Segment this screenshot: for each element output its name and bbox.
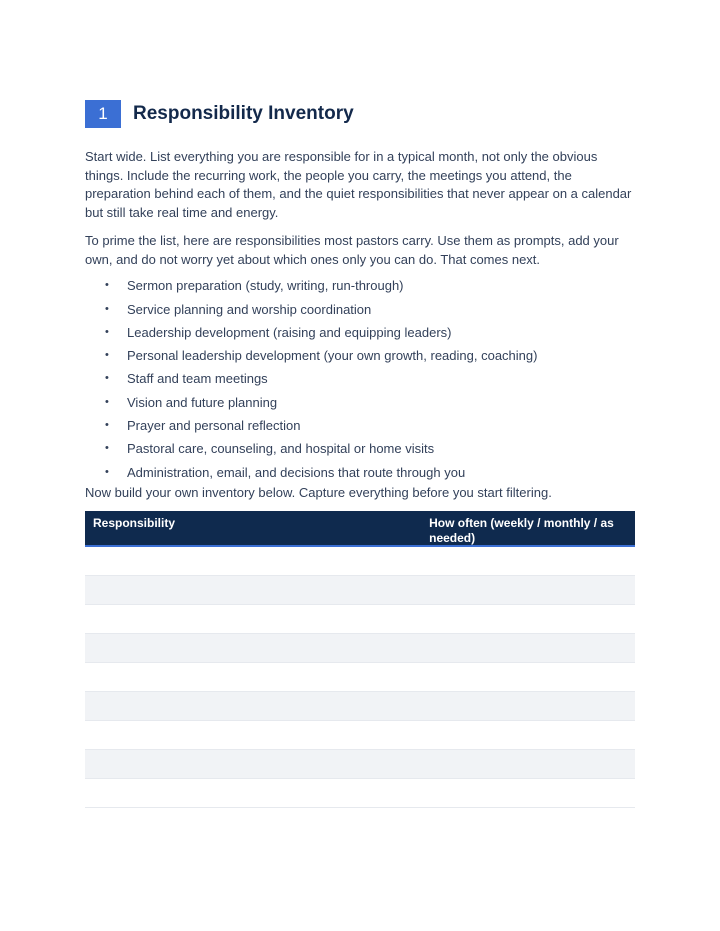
bullet-icon: • bbox=[105, 465, 109, 478]
bullet-icon: • bbox=[105, 279, 109, 292]
list-item bbox=[85, 391, 635, 414]
prompt-paragraph: To prime the list, here are responsibilities most pastors carry. Use them as prompts, add your own, and do not worry yet about which ones only you can do. That comes next. bbox=[85, 232, 619, 267]
list-item-text: Vision and future planning bbox=[127, 394, 278, 410]
list-item-text: Administration, email, and decisions that route through you bbox=[127, 464, 466, 480]
list-item-text: Staff and team meetings bbox=[127, 371, 268, 387]
intro-paragraph: Start wide. List everything you are responsible for in a typical month, not only the obvious things. Include the recurring work, the people you carry, the meetings you attend, the preparation behind each of them, and the quiet responsibilities that never appear on a calendar but still take real time and energy. bbox=[85, 149, 632, 221]
table-row[interactable] bbox=[85, 750, 635, 779]
list-item-text: Pastoral care, counseling, and hospital or home visits bbox=[127, 441, 435, 457]
table-row[interactable] bbox=[85, 692, 635, 721]
table-header-row bbox=[85, 511, 635, 547]
bullet-icon: • bbox=[105, 372, 109, 385]
list-item-text: Service planning and worship coordination bbox=[127, 301, 372, 317]
list-item bbox=[85, 437, 635, 460]
table-row[interactable] bbox=[85, 547, 635, 576]
inventory-table bbox=[85, 511, 635, 808]
table-row[interactable] bbox=[85, 779, 635, 808]
column-header-frequency: How often (weekly / monthly / as needed) bbox=[429, 515, 614, 545]
list-item-text: Sermon preparation (study, writing, run-through) bbox=[127, 278, 404, 294]
bullet-icon: • bbox=[105, 349, 109, 362]
table-row[interactable] bbox=[85, 576, 635, 605]
list-item bbox=[85, 321, 635, 344]
bullet-icon: • bbox=[105, 302, 109, 315]
bullet-icon: • bbox=[105, 442, 109, 455]
list-item bbox=[85, 344, 635, 367]
responsibility-prompt-list bbox=[85, 274, 635, 484]
table-row[interactable] bbox=[85, 634, 635, 663]
section-title: Responsibility Inventory bbox=[133, 103, 354, 124]
bullet-icon: • bbox=[105, 419, 109, 431]
table-row[interactable] bbox=[85, 721, 635, 750]
list-item bbox=[85, 461, 635, 484]
section-header bbox=[85, 100, 635, 128]
list-item-text: Prayer and personal reflection bbox=[127, 418, 301, 433]
list-item bbox=[85, 414, 635, 437]
list-item bbox=[85, 298, 635, 321]
list-item bbox=[85, 367, 635, 390]
bullet-icon: • bbox=[105, 325, 109, 338]
list-item bbox=[85, 274, 635, 297]
section-number-badge: 1 bbox=[85, 100, 121, 128]
worksheet-page bbox=[85, 100, 635, 808]
closing-paragraph: Now build your own inventory below. Capture everything before you start filtering. bbox=[85, 484, 552, 500]
column-header-responsibility: Responsibility bbox=[93, 515, 176, 530]
list-item-text: Leadership development (raising and equipping leaders) bbox=[127, 324, 452, 340]
table-row[interactable] bbox=[85, 663, 635, 692]
bullet-icon: • bbox=[105, 395, 109, 408]
table-row[interactable] bbox=[85, 605, 635, 634]
list-item-text: Personal leadership development (your own growth, reading, coaching) bbox=[127, 348, 538, 364]
